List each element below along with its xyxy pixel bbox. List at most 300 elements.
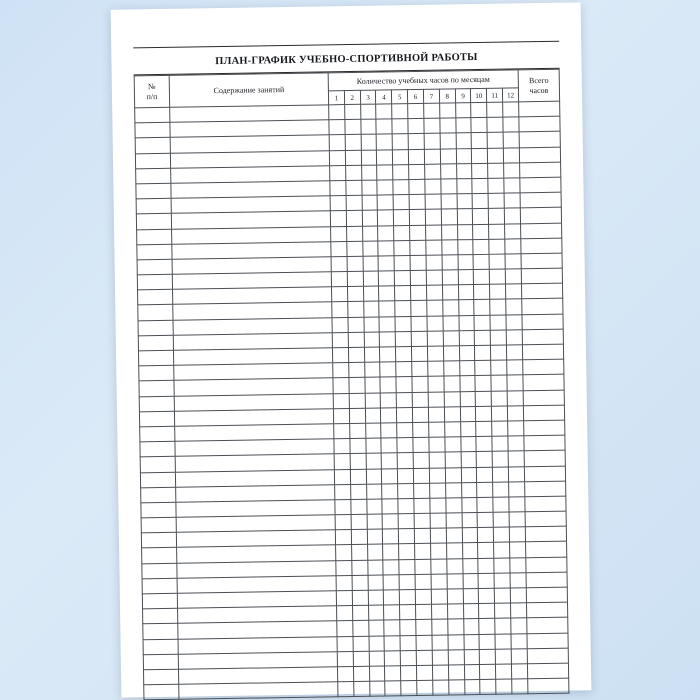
table-cell [337, 651, 353, 666]
table-cell [362, 241, 378, 256]
table-cell [361, 180, 377, 195]
table-cell [510, 542, 526, 557]
table-cell [136, 168, 171, 184]
table-cell [443, 315, 459, 330]
table-cell [444, 422, 460, 437]
table-cell [508, 406, 524, 421]
table-cell [475, 345, 491, 360]
table-cell [474, 300, 490, 315]
table-cell [139, 365, 174, 381]
table-cell [332, 317, 348, 332]
table-cell [477, 452, 493, 467]
table-cell [487, 117, 503, 132]
table-cell [489, 224, 505, 239]
table-cell [432, 635, 448, 650]
table-cell [495, 588, 511, 603]
table-cell [458, 300, 474, 315]
table-cell [366, 469, 382, 484]
table-cell [519, 101, 560, 117]
table-cell [473, 224, 489, 239]
table-cell [479, 634, 495, 649]
table-cell [383, 559, 399, 574]
table-cell [429, 422, 445, 437]
header-month-10: 10 [471, 88, 487, 102]
table-cell [523, 405, 564, 421]
header-total-line1: Всего [528, 75, 549, 86]
table-cell [135, 123, 170, 139]
table-cell [446, 528, 462, 543]
table-cell [414, 468, 430, 483]
table-cell [474, 285, 490, 300]
table-cell [408, 149, 424, 164]
table-cell [505, 239, 521, 254]
table-cell [354, 681, 370, 696]
table-cell [476, 406, 492, 421]
header-content: Содержание занятий [169, 73, 328, 107]
header-month-5: 5 [392, 90, 408, 104]
table-cell [472, 133, 488, 148]
table-cell [524, 450, 565, 466]
table-cell [442, 285, 458, 300]
table-cell [528, 678, 569, 694]
header-months-group: Количество учебных часов по месяцам [328, 70, 518, 91]
table-cell [361, 134, 377, 149]
table-cell [458, 254, 474, 269]
table-cell [378, 240, 394, 255]
header-month-4: 4 [376, 90, 392, 104]
table-cell [525, 511, 566, 527]
table-cell [348, 332, 364, 347]
table-cell [520, 177, 561, 193]
table-cell [523, 375, 564, 391]
table-cell [475, 376, 491, 391]
table-cell [511, 603, 527, 618]
table-cell [522, 329, 563, 345]
table-cell [350, 454, 366, 469]
table-cell [413, 422, 429, 437]
table-cell [441, 224, 457, 239]
table-cell [352, 590, 368, 605]
table-cell [379, 316, 395, 331]
page-content-area [133, 41, 569, 672]
table-cell [408, 134, 424, 149]
table-cell [394, 210, 410, 225]
table-cell [459, 361, 475, 376]
table-cell [398, 483, 414, 498]
table-cell [493, 497, 509, 512]
table-cell [385, 651, 401, 666]
table-cell [368, 620, 384, 635]
table-cell [399, 574, 415, 589]
table-cell [369, 651, 385, 666]
table-cell [397, 422, 413, 437]
table-cell [448, 665, 464, 680]
table-cell [369, 636, 385, 651]
table-cell [335, 530, 351, 545]
table-cell [456, 179, 472, 194]
table-cell [336, 545, 352, 560]
table-cell [400, 620, 416, 635]
table-cell [503, 117, 519, 132]
table-cell [350, 484, 366, 499]
table-cell [416, 635, 432, 650]
table-cell [446, 543, 462, 558]
table-cell [382, 468, 398, 483]
table-cell [353, 666, 369, 681]
table-cell [376, 104, 392, 119]
table-cell [348, 347, 364, 362]
table-cell [474, 315, 490, 330]
table-cell [331, 272, 347, 287]
header-number [134, 75, 169, 108]
table-cell [331, 256, 347, 271]
table-cell [431, 604, 447, 619]
table-cell [490, 269, 506, 284]
table-cell [430, 528, 446, 543]
table-cell [478, 543, 494, 558]
table-cell [363, 271, 379, 286]
table-cell [443, 346, 459, 361]
table-cell [457, 239, 473, 254]
table-cell [376, 119, 392, 134]
table-cell [393, 164, 409, 179]
table-cell [400, 635, 416, 650]
header-month-12: 12 [503, 88, 519, 102]
table-cell [398, 498, 414, 513]
header-total [518, 69, 559, 102]
table-cell [368, 590, 384, 605]
table-cell [526, 602, 567, 618]
table-cell [492, 436, 508, 451]
table-cell [505, 269, 521, 284]
table-cell [440, 133, 456, 148]
table-cell [417, 680, 433, 695]
table-cell [379, 286, 395, 301]
table-cell [138, 335, 173, 351]
table-cell [508, 466, 524, 481]
table-cell [489, 208, 505, 223]
table-cell [365, 393, 381, 408]
table-cell [412, 377, 428, 392]
table-cell [382, 499, 398, 514]
table-cell [138, 305, 173, 321]
table-cell [494, 527, 510, 542]
table-cell [409, 179, 425, 194]
table-cell [471, 102, 487, 117]
table-cell [426, 270, 442, 285]
table-cell [427, 300, 443, 315]
table-cell [143, 639, 178, 655]
table-cell [476, 436, 492, 451]
table-cell [522, 344, 563, 360]
header-month-9: 9 [455, 89, 471, 103]
table-cell [142, 563, 177, 579]
table-cell [138, 320, 173, 336]
table-cell [480, 679, 496, 694]
table-cell [334, 439, 350, 454]
table-cell [504, 208, 520, 223]
table-cell [428, 376, 444, 391]
table-cell [462, 528, 478, 543]
header-month-2: 2 [344, 90, 360, 104]
table-cell [447, 604, 463, 619]
table-cell [455, 118, 471, 133]
table-cell [492, 406, 508, 421]
table-cell [458, 270, 474, 285]
table-cell [479, 619, 495, 634]
table-cell [345, 135, 361, 150]
table-cell [367, 499, 383, 514]
table-cell [477, 497, 493, 512]
table-cell [352, 605, 368, 620]
table-cell [476, 391, 492, 406]
table-cell [383, 544, 399, 559]
table-cell [349, 393, 365, 408]
table-cell [491, 360, 507, 375]
table-cell [413, 453, 429, 468]
table-cell [447, 574, 463, 589]
table-cell [460, 376, 476, 391]
table-cell [408, 119, 424, 134]
table-cell [392, 119, 408, 134]
table-cell [139, 381, 174, 397]
header-number-line1: № [147, 82, 156, 92]
table-cell [461, 482, 477, 497]
schedule-table [134, 69, 570, 700]
table-cell [368, 575, 384, 590]
table-cell [524, 420, 565, 436]
table-cell [396, 392, 412, 407]
table-cell [443, 361, 459, 376]
table-cell [432, 650, 448, 665]
table-cell [526, 557, 567, 573]
table-cell [432, 665, 448, 680]
table-cell [379, 271, 395, 286]
table-cell [478, 528, 494, 543]
table-cell [493, 512, 509, 527]
table-cell [472, 178, 488, 193]
table-cell [135, 153, 170, 169]
table-cell [504, 193, 520, 208]
table-cell [399, 559, 415, 574]
table-cell [392, 104, 408, 119]
table-cell [471, 118, 487, 133]
table-cell [416, 650, 432, 665]
table-cell [381, 438, 397, 453]
table-cell [142, 578, 177, 594]
table-cell [427, 316, 443, 331]
table-cell [381, 408, 397, 423]
table-cell [447, 589, 463, 604]
table-cell [425, 209, 441, 224]
table-cell [488, 148, 504, 163]
table-cell [367, 560, 383, 575]
table-cell [332, 302, 348, 317]
table-cell [488, 163, 504, 178]
table-cell [464, 649, 480, 664]
table-cell [394, 240, 410, 255]
table-cell [510, 557, 526, 572]
table-cell [448, 619, 464, 634]
table-cell [473, 239, 489, 254]
table-cell [424, 103, 440, 118]
table-cell [384, 635, 400, 650]
table-cell [364, 332, 380, 347]
table-cell [429, 437, 445, 452]
table-cell [399, 544, 415, 559]
table-cell [345, 150, 361, 165]
table-cell [337, 606, 353, 621]
top-rule [133, 41, 559, 49]
header-month-1: 1 [328, 91, 344, 105]
table-cell [503, 132, 519, 147]
table-cell [428, 407, 444, 422]
table-cell [410, 240, 426, 255]
table-cell [330, 211, 346, 226]
table-cell [519, 132, 560, 148]
table-cell [139, 396, 174, 412]
table-cell [477, 467, 493, 482]
table-cell [352, 575, 368, 590]
table-cell [445, 437, 461, 452]
table-cell [512, 664, 528, 679]
table-cell [509, 527, 525, 542]
table-cell [521, 268, 562, 284]
table-cell [337, 666, 353, 681]
table-cell [459, 315, 475, 330]
table-cell [425, 194, 441, 209]
table-cell [527, 618, 568, 634]
table-cell [412, 392, 428, 407]
table-cell [411, 331, 427, 346]
table-cell [143, 654, 178, 670]
table-cell [385, 681, 401, 696]
table-cell [455, 103, 471, 118]
table-cell [490, 284, 506, 299]
table-cell [351, 545, 367, 560]
table-cell [495, 649, 511, 664]
table-cell [362, 195, 378, 210]
table-cell [521, 238, 562, 254]
table-cell [334, 454, 350, 469]
table-cell [351, 499, 367, 514]
header-month-7: 7 [423, 89, 439, 103]
table-cell [494, 542, 510, 557]
table-cell [367, 529, 383, 544]
table-cell [353, 636, 369, 651]
table-cell [426, 240, 442, 255]
table-cell [489, 239, 505, 254]
table-cell [365, 408, 381, 423]
table-cell [520, 192, 561, 208]
table-cell [480, 664, 496, 679]
table-cell [137, 274, 172, 290]
table-cell [429, 452, 445, 467]
page-title: ПЛАН-ГРАФИК УЧЕБНО-СПОРТИВНОЙ РАБОТЫ [215, 51, 478, 68]
table-cell [379, 256, 395, 271]
table-cell [401, 665, 417, 680]
table-cell [378, 195, 394, 210]
table-cell [347, 256, 363, 271]
table-cell [393, 180, 409, 195]
table-cell [479, 603, 495, 618]
table-cell [474, 269, 490, 284]
table-cell [410, 255, 426, 270]
table-cell [348, 317, 364, 332]
table-cell [463, 589, 479, 604]
table-cell [138, 290, 173, 306]
table-cell [384, 605, 400, 620]
table-cell [385, 666, 401, 681]
table-cell [143, 624, 178, 640]
table-cell [507, 345, 523, 360]
table-cell [473, 209, 489, 224]
table-cell [519, 147, 560, 163]
table-cell [397, 438, 413, 453]
table-cell [137, 244, 172, 260]
table-cell [135, 107, 170, 123]
table-cell [367, 514, 383, 529]
table-cell [363, 256, 379, 271]
table-cell [361, 119, 377, 134]
table-cell [448, 680, 464, 695]
table-cell [443, 300, 459, 315]
table-cell [488, 193, 504, 208]
table-cell [143, 608, 178, 624]
table-cell [443, 331, 459, 346]
table-cell [444, 376, 460, 391]
table-cell [520, 162, 561, 178]
table-cell [508, 451, 524, 466]
table-cell [521, 253, 562, 269]
table-cell [144, 684, 179, 700]
table-cell [400, 590, 416, 605]
table-cell [475, 330, 491, 345]
table-cell [398, 468, 414, 483]
table-cell [346, 211, 362, 226]
table-cell [415, 559, 431, 574]
table-cell [329, 120, 345, 135]
table-cell [416, 620, 432, 635]
table-cell [140, 457, 175, 473]
header-month-6: 6 [408, 89, 424, 103]
table-cell [521, 223, 562, 239]
table-cell [413, 437, 429, 452]
table-cell [424, 118, 440, 133]
table-cell [136, 183, 171, 199]
table-cell [503, 147, 519, 162]
table-cell [137, 259, 172, 275]
table-cell [505, 223, 521, 238]
table-cell [330, 196, 346, 211]
table-cell [424, 133, 440, 148]
table-cell [456, 148, 472, 163]
table-cell [401, 650, 417, 665]
table-cell [363, 301, 379, 316]
table-cell [366, 438, 382, 453]
table-cell [490, 299, 506, 314]
table-cell [361, 150, 377, 165]
table-cell [137, 229, 172, 245]
header-month-8: 8 [439, 89, 455, 103]
table-cell [141, 517, 176, 533]
table-cell [415, 589, 431, 604]
table-cell [379, 301, 395, 316]
table-cell [141, 487, 176, 503]
table-cell [441, 179, 457, 194]
table-cell [488, 178, 504, 193]
table-cell [366, 453, 382, 468]
